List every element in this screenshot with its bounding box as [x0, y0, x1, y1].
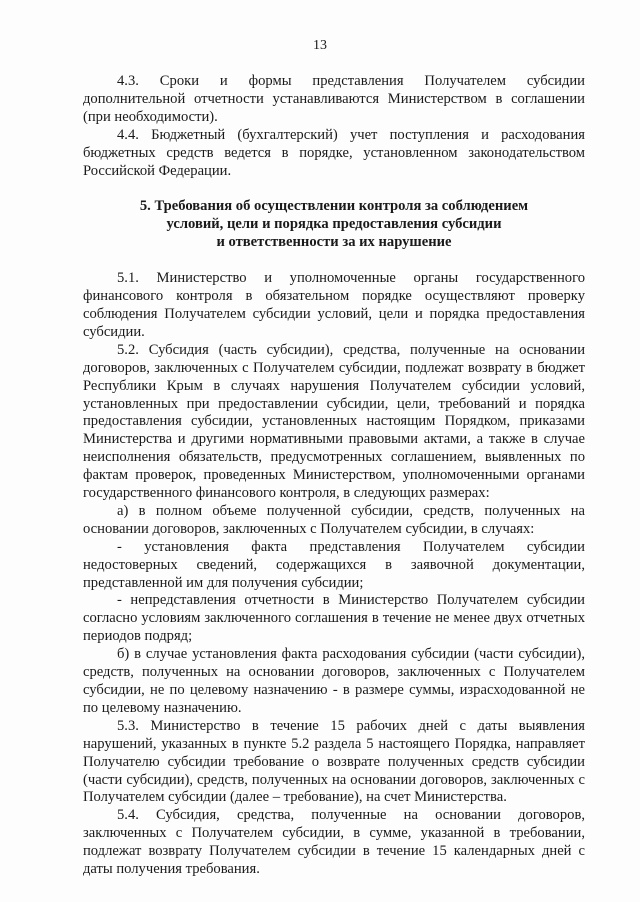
- document-body: [83, 73, 585, 879]
- page-number: 13: [313, 38, 327, 53]
- list-item-no-report: - непредставления отчетности в Министерство Получателем субсидии согласно условиям заключенного соглашения в течение не менее двух отчетных периодов подряд;: [83, 592, 585, 645]
- section-5-heading: [83, 198, 585, 252]
- section-heading-line: условий, цели и порядка предоставления субсидии: [166, 216, 502, 233]
- list-item-false-info: - установления факта представления Получателем субсидии недостоверных сведений, содержащихся в заявочной документации, представленной им для получения субсидии;: [83, 538, 585, 591]
- section-heading-line: 5. Требования об осуществлении контроля за соблюдением: [139, 198, 529, 215]
- paragraph-5-2: 5.2. Субсидия (часть субсидии), средства, полученные на основании договоров, заключенных с Получателем субсидии, подлежат возврату в бюджет Республики Крым в случаях нарушения Получателем субсидии условий, установленных при предоставлении субсидии, цели, требований и порядка предоставления субсидии, установленных настоящим Порядком, приказами Министерства и другими нормативными правовыми актами, а также в случае неисполнения обязательств, предусмотренных соглашением, выявленных по фактам проверок, проведенных Министерством, уполномоченными органами государственного финансового контроля, в следующих размерах:: [83, 341, 585, 502]
- paragraph-5-2-b: б) в случае установления факта расходования субсидии (части субсидии), средств, полученных на основании договоров, заключенных с Получателем субсидии, не по целевому назначению - в размере суммы, израсходованной не по целевому назначению.: [83, 646, 585, 716]
- paragraph-5-1: 5.1. Министерство и уполномоченные органы государственного финансового контроля в обязательном порядке осуществляют проверку соблюдения Получателем субсидии условий, цели и порядка предоставления субсидии.: [83, 270, 585, 340]
- section-heading-line: и ответственности за их нарушение: [216, 234, 452, 251]
- paragraph-5-3: 5.3. Министерство в течение 15 рабочих дней с даты выявления нарушений, указанных в пункте 5.2 раздела 5 настоящего Порядка, направляет Получателю субсидии требование о возврате полученных средств субсидии (части субсидии), средств, полученных на основании договоров, заключенных с Получателем субсидии (далее – требование), на счет Министерства.: [83, 717, 585, 806]
- paragraph-5-2-a: а) в полном объеме полученной субсидии, средств, полученных на основании договоров, заключенных с Получателем субсидии, в случаях:: [83, 502, 585, 537]
- paragraph-4-3: 4.3. Сроки и формы представления Получателем субсидии дополнительной отчетности устанавливаются Министерством в соглашении (при необходимости).: [83, 73, 585, 125]
- paragraph-5-4: 5.4. Субсидия, средства, полученные на основании договоров, заключенных с Получателем субсидии, в сумме, указанной в требовании, подлежат возврату Получателем субсидии в течение 15 календарных дней с даты получения требования.: [83, 807, 585, 878]
- paragraph-4-4: 4.4. Бюджетный (бухгалтерский) учет поступления и расходования бюджетных средств ведется в порядке, установленном законодательством Российской Федерации.: [83, 126, 585, 179]
